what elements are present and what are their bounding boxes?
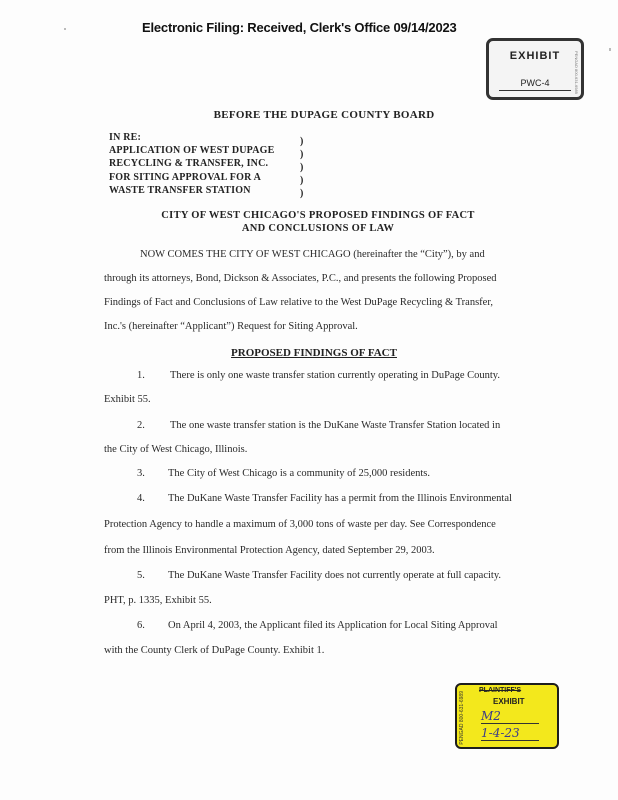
- finding-line: The DuKane Waste Transfer Facility does not currently operate at full capacity.: [168, 570, 502, 581]
- finding-line: The City of West Chicago is a community of 25,000 residents.: [168, 468, 431, 479]
- finding-line: Protection Agency to handle a maximum of 3,000 tons of waste per day. See Correspondence: [104, 519, 496, 530]
- in-re-line: FOR SITING APPROVAL FOR A: [109, 171, 262, 183]
- paren: ): [300, 149, 304, 160]
- exhibit-stamp-code: PWC-4: [499, 78, 571, 91]
- plaintiff-exhibit-sticker: [455, 683, 559, 749]
- finding-number: 4.: [137, 493, 145, 504]
- paren: ): [300, 162, 304, 173]
- in-re-line: RECYCLING & TRANSFER, INC.: [109, 158, 269, 170]
- finding-number: 3.: [137, 468, 145, 479]
- paren: ): [300, 188, 304, 199]
- sticker-side-text: PENGAD 800-631-6989: [459, 691, 465, 745]
- caption-parentheses: [300, 135, 303, 200]
- intro-line: NOW COMES THE CITY OF WEST CHICAGO (hereinafter the “City”), by and: [140, 249, 485, 260]
- exhibit-stamp-side-text: PENGAD 800-631-6989: [574, 51, 579, 94]
- paren: ): [300, 175, 304, 186]
- exhibit-stamp-title: EXHIBIT: [509, 50, 561, 62]
- finding-number: 6.: [137, 620, 145, 631]
- section-heading: PROPOSED FINDINGS OF FACT: [231, 347, 397, 359]
- finding-number: 1.: [137, 370, 145, 381]
- in-re-line: APPLICATION OF WEST DUPAGE: [109, 145, 275, 157]
- finding-number: 5.: [137, 570, 145, 581]
- document-title-line: CITY OF WEST CHICAGO'S PROPOSED FINDINGS OF FACT: [161, 210, 475, 221]
- intro-line: Findings of Fact and Conclusions of Law relative to the West DuPage Recycling & Transfer,: [104, 297, 494, 308]
- in-re-line: WASTE TRANSFER STATION: [109, 184, 251, 196]
- sticker-handwritten-date: 1-4-23: [481, 726, 539, 741]
- sticker-handwritten-exhibit-number: M2: [481, 709, 539, 724]
- paren: ): [300, 136, 304, 147]
- sticker-top-text: PLAINTIFF'S: [479, 687, 522, 694]
- finding-line: The DuKane Waste Transfer Facility has a permit from the Illinois Environmental: [168, 493, 512, 504]
- finding-line: Exhibit 55.: [104, 394, 151, 405]
- in-re-block: [109, 131, 275, 197]
- finding-number: 2.: [137, 420, 145, 431]
- in-re-line: IN RE:: [109, 132, 142, 143]
- scan-speck: [609, 48, 611, 51]
- document-title-line: AND CONCLUSIONS OF LAW: [241, 223, 395, 234]
- finding-line: On April 4, 2003, the Applicant filed its Application for Local Siting Approval: [168, 620, 498, 631]
- finding-line: from the Illinois Environmental Protection Agency, dated September 29, 2003.: [104, 545, 435, 556]
- finding-line: There is only one waste transfer station currently operating in DuPage County.: [170, 370, 500, 381]
- intro-line: through its attorneys, Bond, Dickson & Associates, P.C., and presents the following Proposed: [104, 273, 497, 284]
- finding-line: the City of West Chicago, Illinois.: [104, 444, 248, 455]
- caption-title: BEFORE THE DUPAGE COUNTY BOARD: [213, 109, 435, 121]
- finding-line: The one waste transfer station is the DuKane Waste Transfer Station located in: [170, 420, 501, 431]
- intro-line: Inc.'s (hereinafter “Applicant”) Request for Siting Approval.: [104, 321, 358, 332]
- finding-line: PHT, p. 1335, Exhibit 55.: [104, 595, 212, 606]
- electronic-filing-header: Electronic Filing: Received, Clerk's Office 09/14/2023: [142, 20, 457, 35]
- scan-speck: [64, 28, 66, 30]
- exhibit-stamp: [486, 38, 584, 100]
- finding-line: with the County Clerk of DuPage County. Exhibit 1.: [104, 645, 325, 656]
- document-title: [0, 209, 618, 235]
- sticker-label: EXHIBIT: [493, 697, 525, 706]
